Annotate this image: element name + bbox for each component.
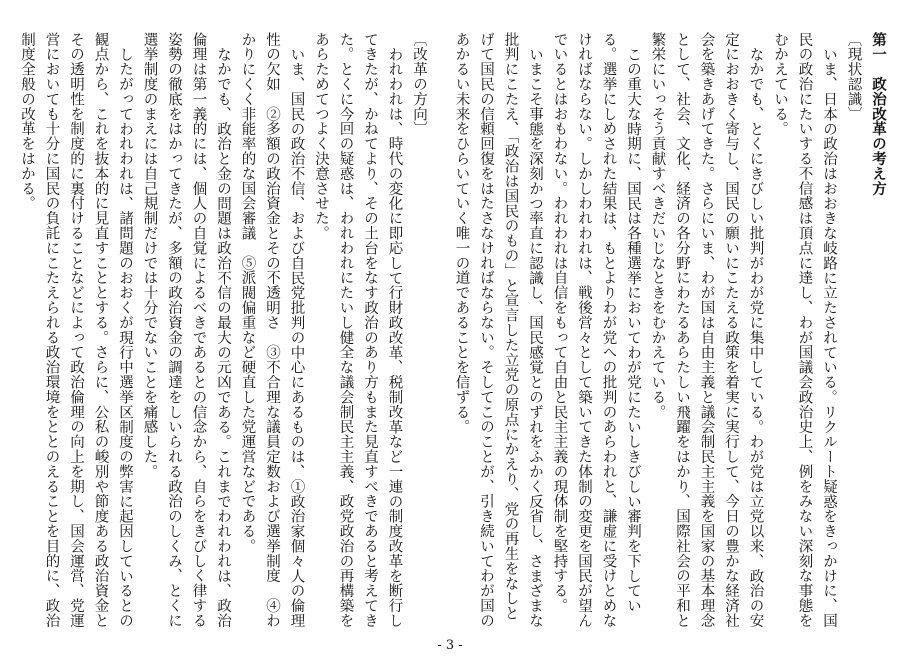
paragraph: したがってわれわれは、諸問題のおおくが現行中選挙区制度の弊害に起因しているとの観点から、これを抜本的に見直すこととする。さらに、公私の峻別や節度ある政治資金とその透明性を制度的に裏付けることなどによって政治倫理の向上を期し、国会運営、党運営においても十分に国民の負託にこたえられる政治環境をととのえることを目的に、政治制度全般の改革をはかる。 — [19, 32, 133, 628]
subsection-heading-reform-direction: 〔改革の方向〕 — [411, 32, 427, 137]
vertical-text-body — [10, 32, 890, 632]
paragraph: なかでも、とくにきびしい批判がわが党に集中している。わが党は立党以来、政治の安定におおきく寄与し、国民の願いにこたえる政策を着実に実行して、今日の豊かな経済社会を築きあげてきた。さらにいま、わが国は自由主義と議会制民主主義を国家の基本理念として、社会、文化、経済の各分野にわたるあらたしい飛躍をはかり、国際社会の平和と繁栄にいっそう貢献すべきだいじなときをむかえている。 — [649, 32, 764, 628]
paragraph: いま、日本の政治はおおきな岐路に立たされている。リクルート疑惑をきっかけに、国民の政治にたいする不信感は頂点に達し、わが国議会政治史上、例をみない深刻な事態をむかえている。 — [772, 32, 837, 628]
section-title: 第一 政治改革の考え方 — [870, 32, 886, 196]
paragraph: いま、国民の政治不信、および自民党批判の中心にあるものは、①政治家個々人の倫理性の欠如 ②多額の政治資金とその不透明さ ③不合理な議員定数および選挙制度 ④わかりにくく非能率的な国会審議 ⑤派閥偏重など硬直した党運営などである。 — [239, 32, 305, 628]
paragraph: いまこそ事態を深刻かつ率直に認識し、国民感覚とのずれをふかく反省し、さまざまな批判にこたえ、「政治は国民のもの」と宣言した立党の原点にかえり、党の再生をなしとげて国民の信頼回復をはたさなければならない。そしてこのことが、引き続いてわが国のあかるい未来をひらいていく唯一の道であることを信ずる。 — [453, 32, 543, 628]
section-spacer — [431, 32, 449, 632]
subsection-heading-current-state: 〔現状認識〕 — [845, 32, 862, 122]
page-number: - 3 - — [437, 638, 463, 653]
paragraph: われわれは、時代の変化に即応して行財政改革、税制改革など一連の制度改革を断行してきたが、かねてより、その土台をなす政治のあり方もまた見直すべきであると考えてきた。とくに今回の疑惑は、われわれにたいし健全な議会制民主主義、政党政治の再構築をあらためてつよく決意させた。 — [313, 32, 403, 628]
paragraph: なかでも、政治と金の問題は政治不信の最大の元凶である。これまでわれわれは、政治倫理は第一義的には、個人の自覚によるべきであるとの信念から、自らをきびしく律する姿勢の徹底をはかってきたが、多額の政治資金の調達をしいられる政治のしくみ、とくに選挙制度のまえには自己規制だけでは十分でないことを痛感した。 — [141, 32, 231, 628]
paragraph: この重大な時期に、国民は各種選挙においてわが党にたいしきびしい審判を下している。選挙にしめされた結果は、もとよりわが党への批判のあらわれと、謙虚に受けとめなければならない。しかしわれわれは、戦後営々として築いてきた体制の変更を国民が望んでいるとはおもわない。われわれは自信をもって自由と民主主義の現体制を堅持する。 — [551, 32, 641, 628]
